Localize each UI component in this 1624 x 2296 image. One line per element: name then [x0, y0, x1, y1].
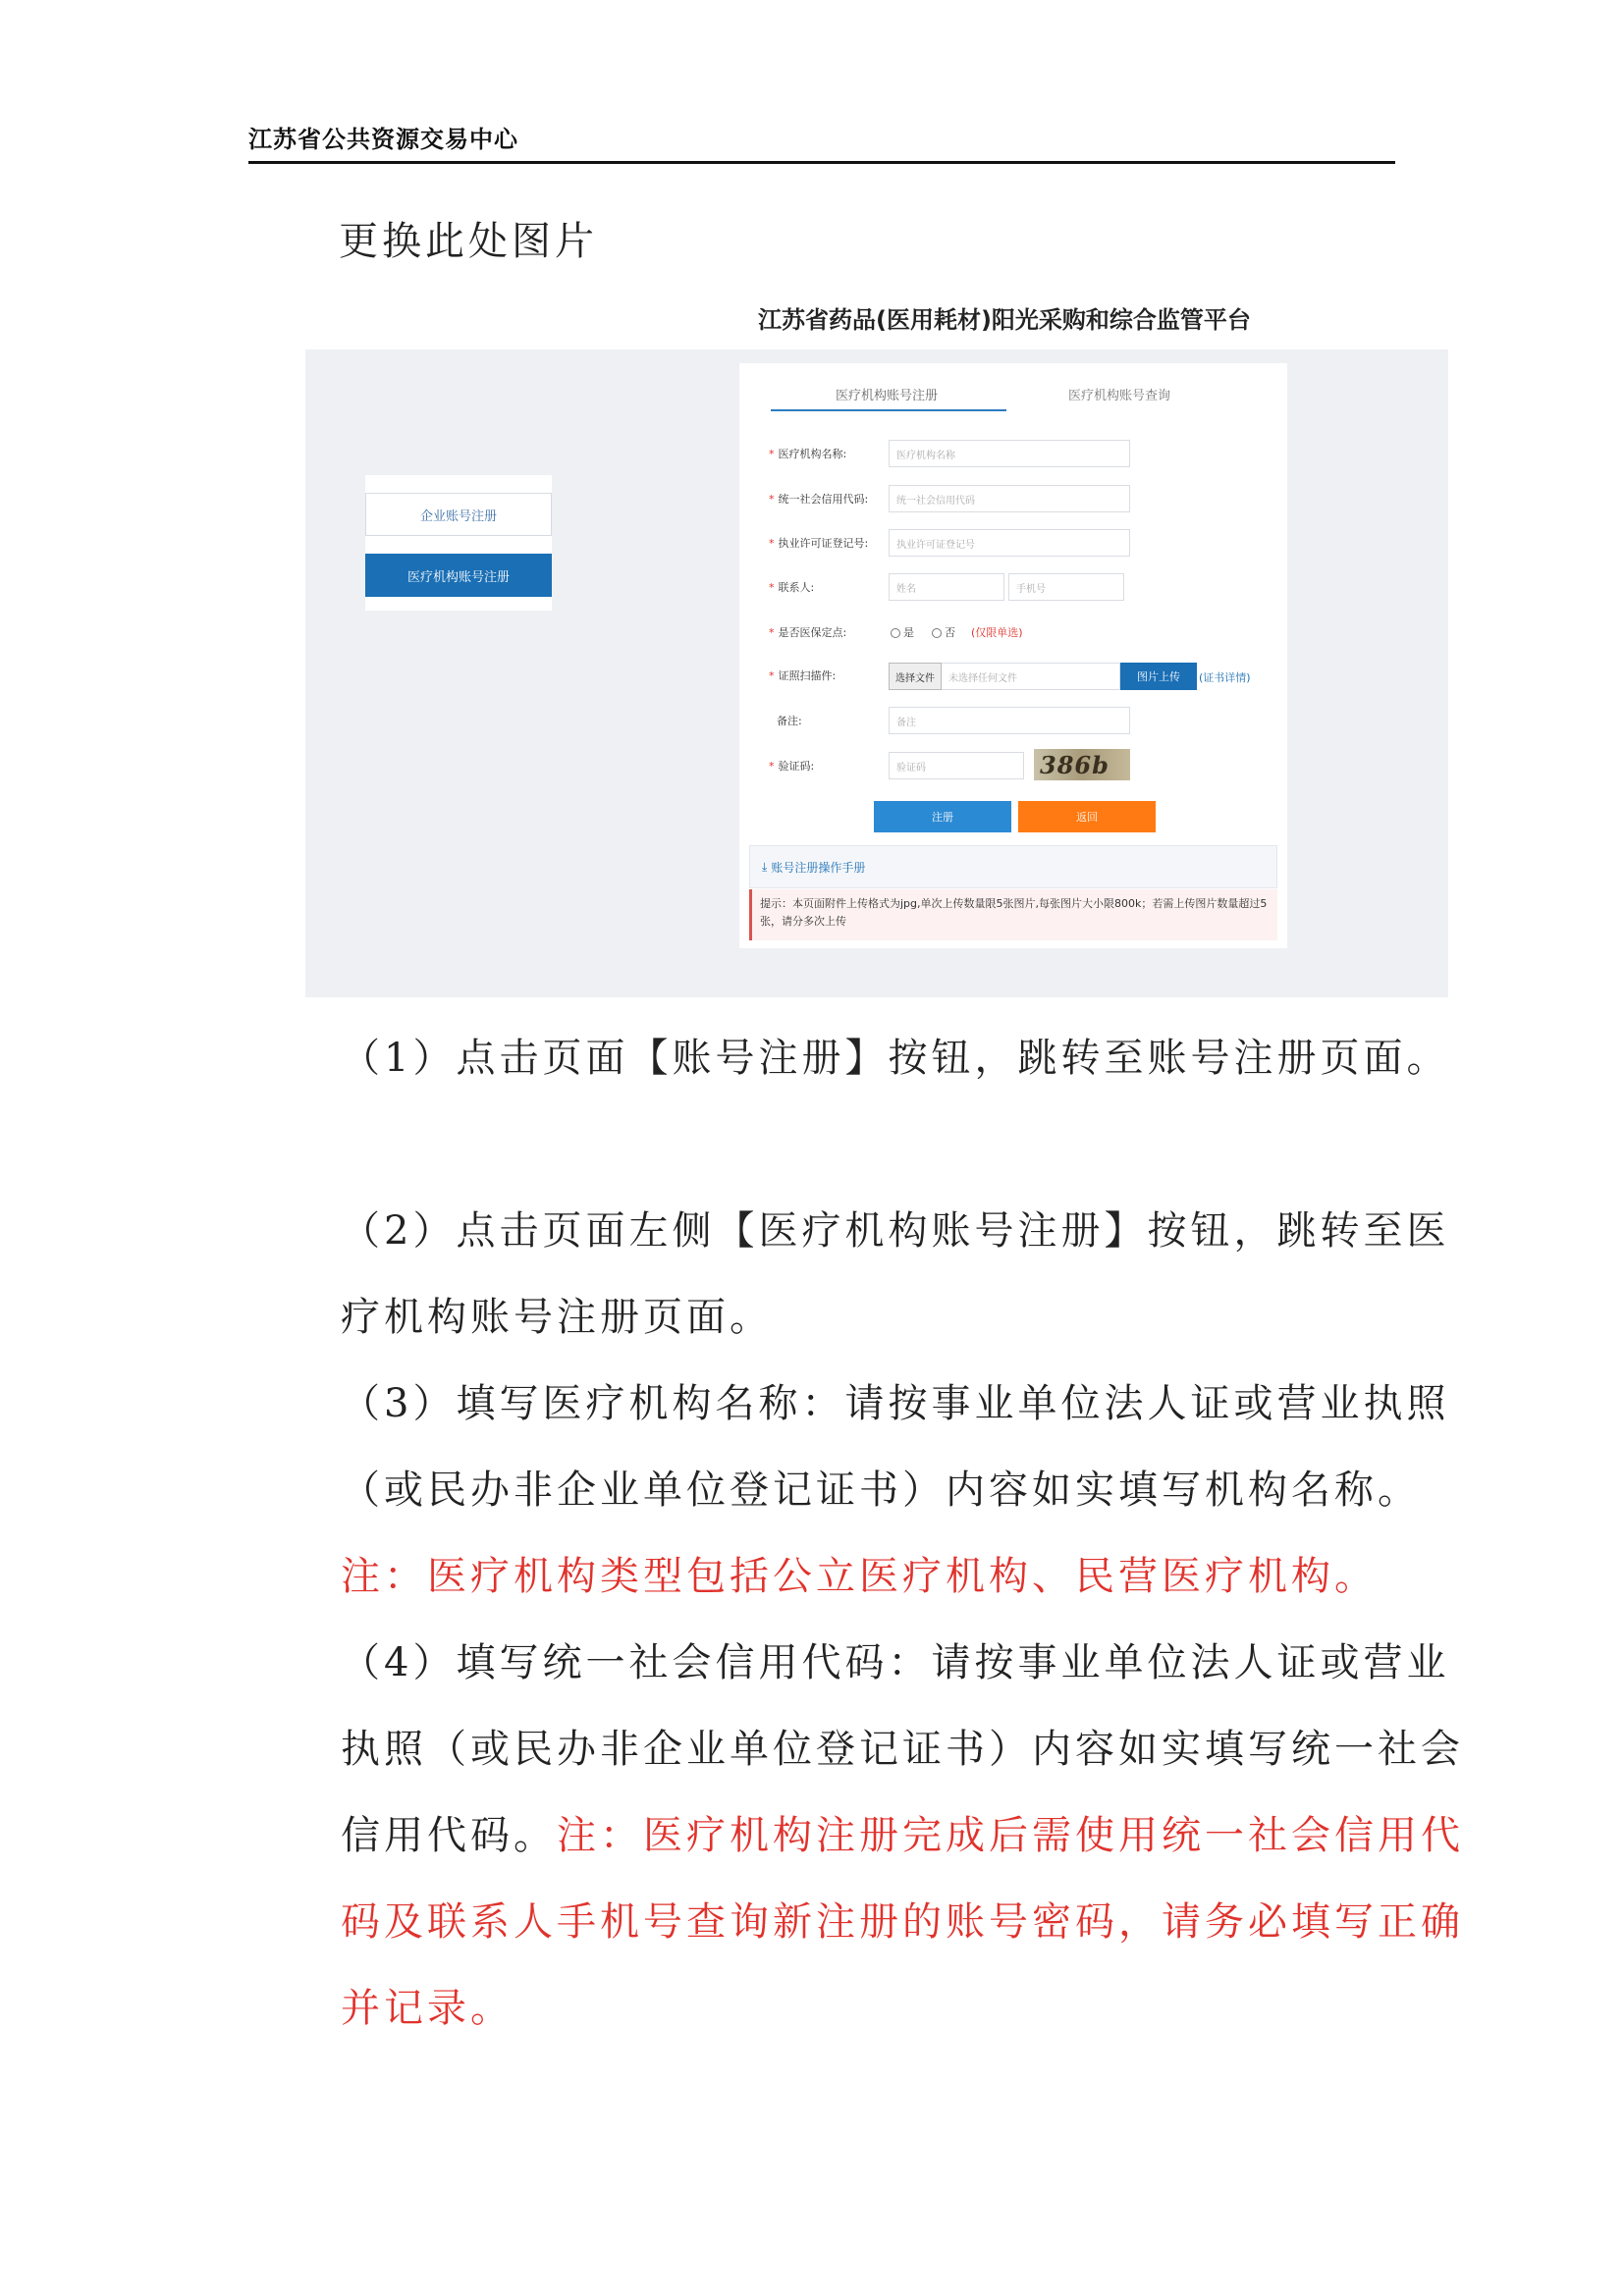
paragraph-4-text: （4）填写统一社会信用代码：请按事业单位法人证或营业执照（或民办非企业单位登记证书）内容如实填写统一社会信用代码。 — [341, 1640, 1464, 1858]
license-label: * 执业许可证登记号: — [769, 537, 869, 550]
sidebar-item-enterprise-register[interactable]: 企业账号注册 — [365, 493, 552, 536]
remark-label: 备注: — [777, 715, 802, 727]
register-panel — [739, 363, 1287, 948]
cert-detail-link[interactable]: (证书详情) — [1199, 671, 1251, 684]
sidebar — [365, 475, 552, 611]
paragraph-3-text: （3）填写医疗机构名称：请按事业单位法人证或营业执照（或民办非企业单位登记证书）内容如实填写机构名称。 — [341, 1381, 1450, 1513]
captcha-label: * 验证码: — [769, 760, 815, 773]
paragraph-2: （2）点击页面左侧【医疗机构账号注册】按钮，跳转至医疗机构账号注册页面。 — [341, 1208, 1450, 1340]
tab-medical-register[interactable]: 医疗机构账号注册 — [836, 389, 939, 403]
replace-image-note: 更换此处图片 — [339, 219, 598, 264]
active-tab-indicator — [771, 409, 1006, 411]
paragraph-3 — [248, 1361, 1488, 1620]
insured-no-radio[interactable]: 否 — [932, 624, 955, 640]
image-upload-button[interactable]: 图片上传 — [1120, 663, 1197, 690]
captcha-image[interactable]: 386b — [1034, 749, 1130, 780]
sidebar-item-medical-register[interactable]: 医疗机构账号注册 — [365, 554, 552, 597]
header-divider — [248, 161, 1395, 164]
license-input[interactable]: 执业许可证登记号 — [889, 529, 1130, 557]
choose-file-button[interactable]: 选择文件 — [889, 663, 942, 690]
file-name-display: 未选择任何文件 — [942, 663, 1120, 690]
manual-download-link[interactable]: ⤓ 账号注册操作手册 — [749, 845, 1277, 888]
insured-yes-radio[interactable]: 是 — [891, 624, 914, 640]
register-button[interactable]: 注册 — [874, 801, 1011, 832]
name-input[interactable]: 医疗机构名称 — [889, 440, 1130, 467]
scan-label: * 证照扫描件: — [769, 669, 837, 682]
paragraph-3-note: 注：医疗机构类型包括公立医疗机构、民营医疗机构。 — [341, 1554, 1378, 1599]
remark-input[interactable]: 备注 — [889, 707, 1130, 734]
contact-label: * 联系人: — [769, 581, 815, 594]
paragraph-1: （1）点击页面【账号注册】按钮，跳转至账号注册页面。 — [341, 1036, 1450, 1081]
name-label: * 医疗机构名称: — [769, 448, 847, 460]
paragraph-4-note: 注：医疗机构注册完成后需使用统一社会信用代码及联系人手机号查询新注册的账号密码，请务必填写正确并记录。 — [341, 1813, 1464, 2031]
contact-name-input[interactable]: 姓名 — [889, 573, 1004, 601]
contact-phone-input[interactable]: 手机号 — [1008, 573, 1124, 601]
platform-title: 江苏省药品(医用耗材)阳光采购和综合监管平台 — [758, 306, 1251, 334]
paragraph-4 — [248, 1620, 1488, 2052]
back-button[interactable]: 返回 — [1018, 801, 1156, 832]
insured-label: * 是否医保定点: — [769, 626, 847, 639]
captcha-input[interactable]: 验证码 — [889, 752, 1024, 779]
tab-medical-query[interactable]: 医疗机构账号查询 — [1068, 389, 1171, 403]
download-icon: ⤓ — [762, 859, 768, 874]
credit-code-label: * 统一社会信用代码: — [769, 493, 869, 506]
insured-note: (仅限单选) — [971, 626, 1023, 639]
upload-tip: 提示：本页面附件上传格式为jpg,单次上传数量限5张图片,每张图片大小限800k；若需上传图片数量超过5张，请分多次上传 — [749, 889, 1277, 940]
credit-code-input[interactable]: 统一社会信用代码 — [889, 485, 1130, 512]
document-header-title: 江苏省公共资源交易中心 — [248, 126, 518, 153]
